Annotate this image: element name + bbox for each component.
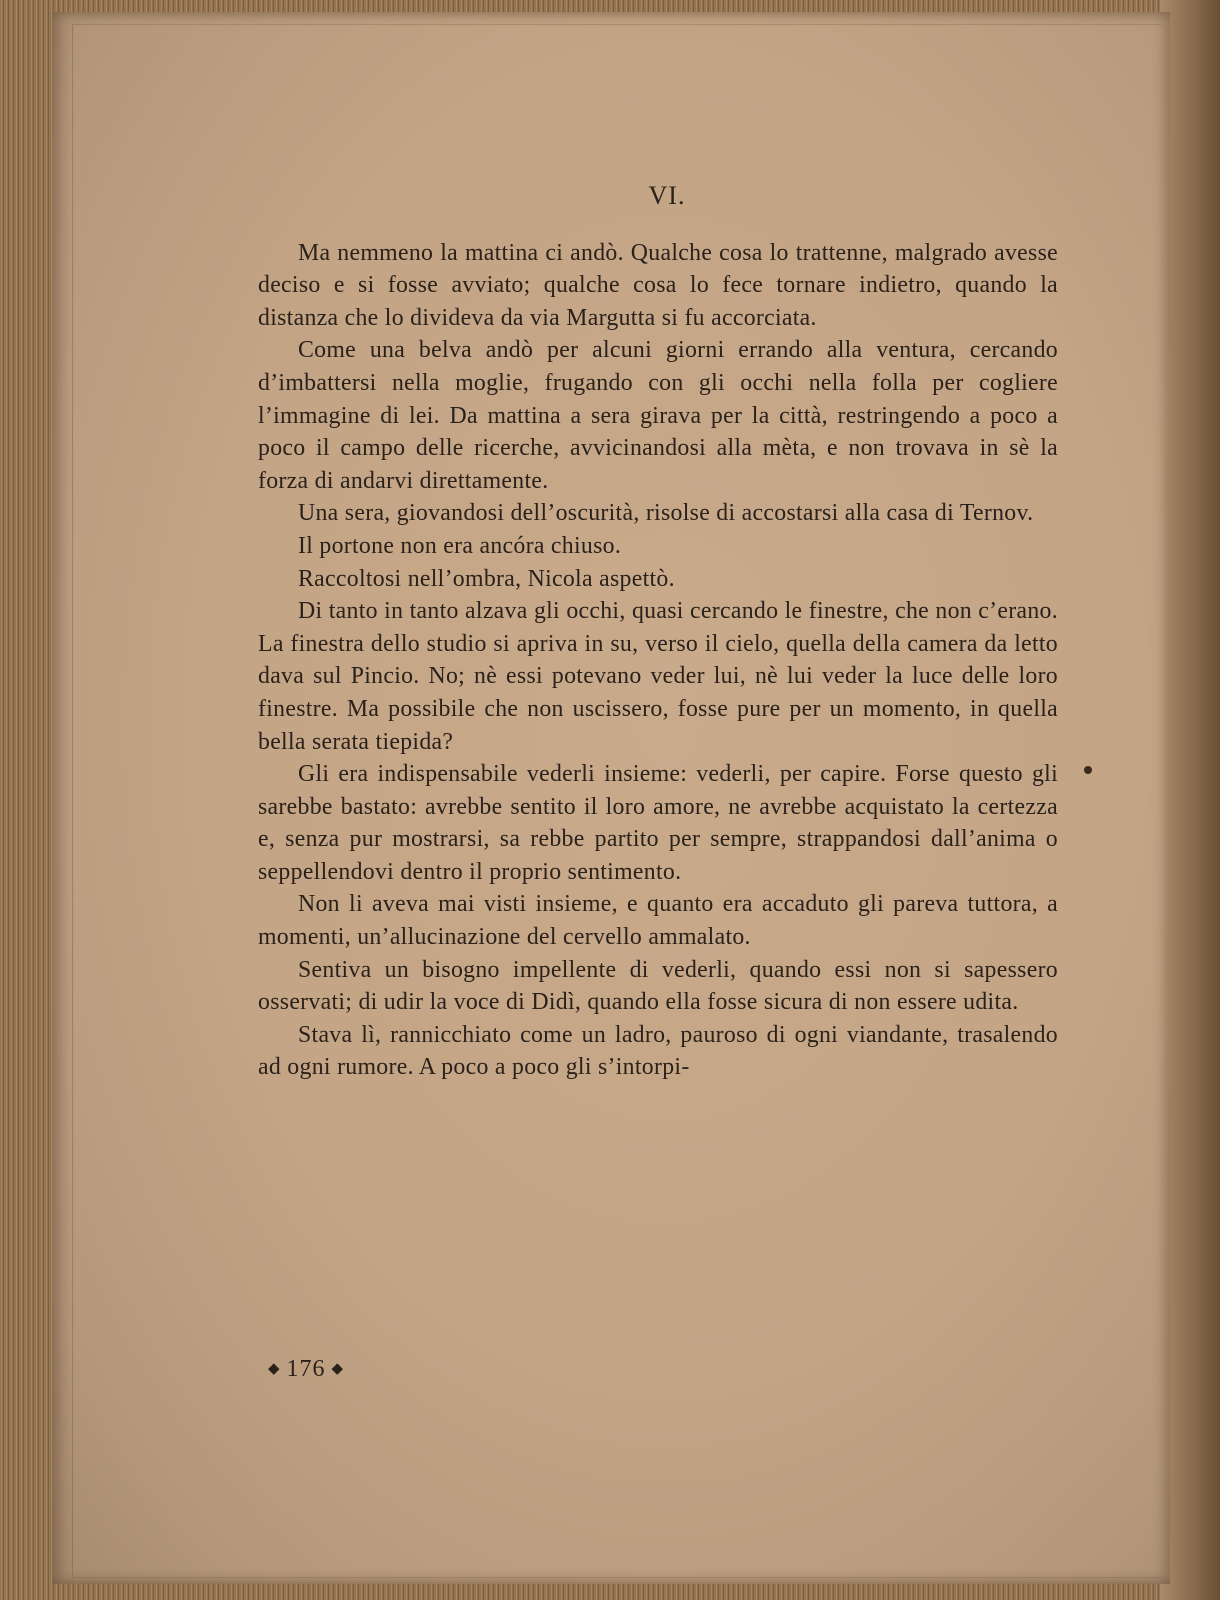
page-number: 176 <box>286 1356 326 1382</box>
paragraph: Sentiva un bisogno impellente di vederli, quando essi non si sapessero osservati; di udir la voce di Didì, quando ella fosse sicura di non essere udita. <box>258 956 1058 1016</box>
ink-spot <box>1084 766 1092 774</box>
paragraph: Di tanto in tanto alzava gli occhi, quasi cercando le finestre, che non c’erano. La finestra dello studio si apriva in su, verso il cielo, quella della camera da letto dava sul Pincio. No; nè essi potevano veder lui, nè lui veder la luce delle loro finestre. Ma possibile che non uscissero, fosse pure per un momento, in quella bella serata tiepida? <box>258 598 1058 755</box>
paragraph: Non li aveva mai visti insieme, e quanto era accaduto gli pareva tuttora, a momenti, un’allucinazione del cervello ammalato. <box>258 891 1058 951</box>
page-number-footer <box>262 1356 350 1383</box>
paragraph: Come una belva andò per alcuni giorni errando alla ventura, cercando d’imbattersi nella moglie, frugando con gli occhi nella folla per cogliere l’immagine di lei. Da mattina a sera girava per la città, restringendo a poco a poco il campo delle ricerche, avvicinandosi alla mèta, e non trovava in sè la forza di andarvi direttamente. <box>258 337 1058 494</box>
paragraph: Raccoltosi nell’ombra, Nicola aspettò. <box>298 565 675 592</box>
paragraph: Una sera, giovandosi dell’oscurità, risolse di accostarsi alla casa di Ternov. <box>298 500 1034 527</box>
paragraph: Stava lì, rannicchiato come un ladro, pauroso di ogni viandante, trasalendo ad ogni rumore. A poco a poco gli s’intorpi- <box>258 1021 1058 1081</box>
chapter-heading: VI. <box>648 181 686 210</box>
paragraph: Il portone non era ancóra chiuso. <box>298 532 622 559</box>
diamond-ornament-icon: ◆ <box>268 1361 281 1377</box>
diamond-ornament-icon: ◆ <box>331 1361 345 1377</box>
paragraph: Ma nemmeno la mattina ci andò. Qualche cosa lo trattenne, malgrado avesse deciso e si fosse avviato; qualche cosa lo fece tornare indietro, quando la distanza che lo divideva da via Margutta si fu accorciata. <box>258 239 1058 331</box>
text-block <box>258 180 1058 1084</box>
paragraph: Gli era indispensabile vederli insieme: vederli, per capire. Forse questo gli sarebbe bastato: avrebbe sentito il loro amore, ne avrebbe acquistato la certezza e, senza pur mostrarsi, sa rebbe partito per sempre, strappandosi dall’anima o seppellendovi dentro il proprio sentimento. <box>258 761 1058 885</box>
